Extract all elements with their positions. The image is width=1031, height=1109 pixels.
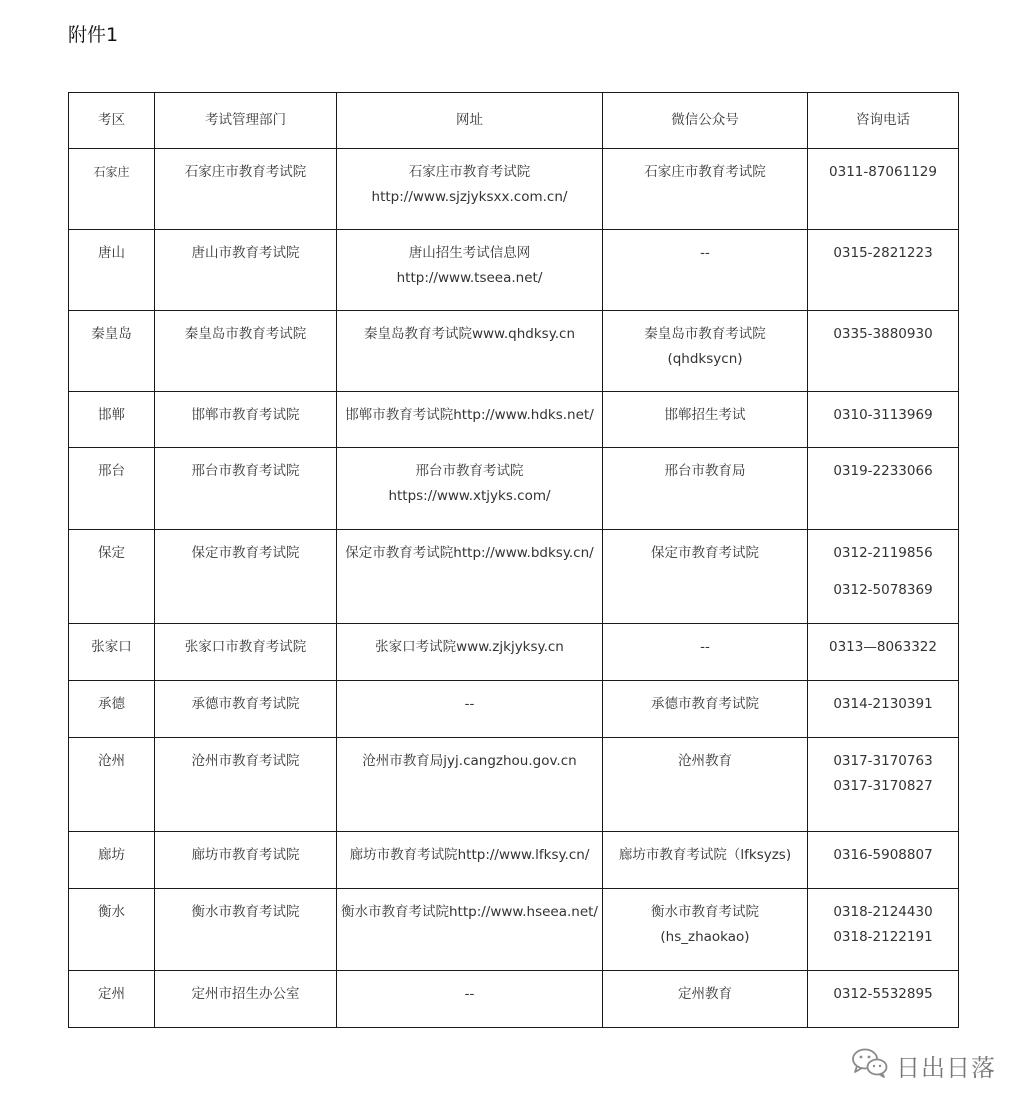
district-text: 邢台 [98, 463, 125, 479]
website-cell [337, 832, 603, 889]
header-phone: 咨询电话 [808, 93, 959, 149]
phone-line: 0312-5078369 [833, 582, 933, 598]
wechat-line: 定州教育 [678, 986, 732, 1002]
department-text: 邢台市教育考试院 [191, 463, 300, 479]
department-text: 衡水市教育考试院 [191, 904, 300, 920]
district-text: 保定 [98, 545, 125, 561]
department-text: 邯郸市教育考试院 [191, 407, 300, 423]
phone-line: 0310-3113969 [833, 407, 933, 423]
phone-line: 0313—8063322 [829, 639, 937, 655]
table-row [69, 889, 959, 971]
department-cell [155, 530, 337, 624]
district-cell [69, 832, 155, 889]
wechat-cell [603, 230, 808, 311]
phone-line: 0317-3170763 [833, 753, 933, 769]
table-row [69, 681, 959, 738]
phone-line: 0312-5532895 [833, 986, 933, 1002]
website-line: 保定市教育考试院http://www.bdksy.cn/ [345, 545, 594, 561]
department-text: 石家庄市教育考试院 [184, 164, 307, 180]
website-line: 秦皇岛教育考试院www.qhdksy.cn [363, 326, 576, 342]
table-row [69, 624, 959, 681]
website-cell [337, 230, 603, 311]
department-text: 唐山市教育考试院 [191, 245, 300, 261]
wechat-id: (qhdksycn) [667, 351, 743, 367]
wechat-cell [603, 448, 808, 530]
district-cell [69, 230, 155, 311]
district-cell [69, 530, 155, 624]
website-cell [337, 971, 603, 1028]
wechat-line: 邯郸招生考试 [664, 407, 746, 423]
wechat-line: 保定市教育考试院 [651, 545, 759, 561]
district-text: 沧州 [98, 753, 125, 769]
department-text: 承德市教育考试院 [191, 696, 300, 712]
wechat-line: 衡水市教育考试院 [651, 904, 759, 920]
wechat-icon [850, 1046, 890, 1084]
website-line: 邢台市教育考试院 [415, 463, 524, 479]
district-cell [69, 149, 155, 230]
wechat-line: -- [700, 245, 710, 261]
watermark [850, 1046, 996, 1084]
phone-line: 0319-2233066 [833, 463, 933, 479]
phone-cell [808, 230, 959, 311]
district-text: 石家庄 [93, 165, 130, 179]
department-cell [155, 392, 337, 448]
phone-line: 0318-2122191 [833, 929, 933, 945]
phone-cell [808, 889, 959, 971]
department-cell [155, 448, 337, 530]
website-line: 邯郸市教育考试院http://www.hdks.net/ [345, 407, 594, 423]
website-line: 石家庄市教育考试院 [408, 164, 531, 180]
district-cell [69, 889, 155, 971]
phone-line: 0318-2124430 [833, 904, 933, 920]
wechat-line: 邢台市教育局 [664, 463, 746, 479]
district-cell [69, 738, 155, 832]
website-line: 唐山招生考试信息网 [408, 245, 531, 261]
header-department: 考试管理部门 [155, 93, 337, 149]
wechat-line: 廊坊市教育考试院（lfksyzs) [618, 847, 792, 863]
website-cell [337, 530, 603, 624]
wechat-cell [603, 738, 808, 832]
phone-cell [808, 971, 959, 1028]
website-cell [337, 149, 603, 230]
table-row [69, 530, 959, 624]
department-cell [155, 681, 337, 738]
phone-line: 0317-3170827 [833, 778, 933, 794]
department-cell [155, 149, 337, 230]
attachment-heading: 附件1 [68, 24, 119, 46]
department-cell [155, 738, 337, 832]
website-url: http://www.tseea.net/ [396, 270, 543, 286]
wechat-cell [603, 392, 808, 448]
website-line: -- [464, 986, 475, 1002]
district-cell [69, 311, 155, 392]
district-cell [69, 681, 155, 738]
wechat-cell [603, 832, 808, 889]
department-text: 张家口市教育考试院 [184, 639, 307, 655]
district-text: 唐山 [98, 245, 125, 261]
phone-line: 0314-2130391 [833, 696, 933, 712]
department-text: 定州市招生办公室 [191, 986, 300, 1002]
wechat-id: (hs_zhaokao) [660, 929, 750, 945]
table-row [69, 230, 959, 311]
phone-cell [808, 149, 959, 230]
website-line: 沧州市教育局jyj.cangzhou.gov.cn [362, 753, 577, 769]
table-row [69, 149, 959, 230]
district-cell [69, 448, 155, 530]
header-wechat: 微信公众号 [603, 93, 808, 149]
wechat-cell [603, 971, 808, 1028]
website-cell [337, 311, 603, 392]
district-text: 张家口 [91, 639, 132, 655]
website-cell [337, 889, 603, 971]
department-cell [155, 230, 337, 311]
phone-line: 0315-2821223 [833, 245, 933, 261]
website-cell [337, 624, 603, 681]
district-text: 衡水 [98, 904, 125, 920]
wechat-line: 沧州教育 [678, 753, 732, 769]
district-text: 廊坊 [98, 847, 125, 863]
website-cell [337, 448, 603, 530]
wechat-cell [603, 149, 808, 230]
phone-cell [808, 392, 959, 448]
district-text: 定州 [98, 986, 125, 1002]
district-text: 承德 [98, 696, 125, 712]
table-row [69, 832, 959, 889]
wechat-line: 秦皇岛市教育考试院 [644, 326, 766, 342]
phone-line: 0316-5908807 [833, 847, 933, 863]
district-cell [69, 624, 155, 681]
department-cell [155, 971, 337, 1028]
wechat-cell [603, 311, 808, 392]
department-cell [155, 311, 337, 392]
website-cell [337, 392, 603, 448]
phone-cell [808, 624, 959, 681]
phone-cell [808, 681, 959, 738]
phone-cell [808, 311, 959, 392]
district-cell [69, 971, 155, 1028]
wechat-line: -- [700, 639, 710, 655]
watermark-text: 日出日落 [896, 1053, 996, 1082]
phone-line: 0312-2119856 [833, 545, 933, 561]
department-text: 廊坊市教育考试院 [191, 847, 300, 863]
website-line: 张家口考试院www.zjkjyksy.cn [375, 639, 564, 655]
district-text: 秦皇岛 [91, 326, 132, 342]
exam-office-table [68, 92, 959, 1028]
phone-cell [808, 738, 959, 832]
district-text: 邯郸 [98, 407, 125, 423]
phone-cell [808, 530, 959, 624]
table-row [69, 311, 959, 392]
wechat-cell [603, 681, 808, 738]
website-url: http://www.sjzjyksxx.com.cn/ [371, 189, 568, 205]
header-website: 网址 [337, 93, 603, 149]
wechat-cell [603, 889, 808, 971]
table-header-row [69, 93, 959, 149]
header-district: 考区 [69, 93, 155, 149]
wechat-cell [603, 530, 808, 624]
phone-line: 0335-3880930 [833, 326, 933, 342]
department-cell [155, 624, 337, 681]
website-cell [337, 738, 603, 832]
table-row [69, 738, 959, 832]
department-cell [155, 832, 337, 889]
department-text: 秦皇岛市教育考试院 [184, 326, 307, 342]
phone-line: 0311-87061129 [829, 164, 937, 180]
department-text: 沧州市教育考试院 [191, 753, 300, 769]
website-url: https://www.xtjyks.com/ [388, 488, 551, 504]
table-row [69, 392, 959, 448]
wechat-cell [603, 624, 808, 681]
district-cell [69, 392, 155, 448]
department-text: 保定市教育考试院 [191, 545, 300, 561]
table-row [69, 448, 959, 530]
website-line: 衡水市教育考试院http://www.hseea.net/ [340, 904, 598, 920]
table-row [69, 971, 959, 1028]
wechat-line: 石家庄市教育考试院 [644, 164, 766, 180]
department-cell [155, 889, 337, 971]
wechat-line: 承德市教育考试院 [651, 696, 759, 712]
phone-cell [808, 448, 959, 530]
phone-cell [808, 832, 959, 889]
website-cell [337, 681, 603, 738]
website-line: -- [464, 696, 475, 712]
website-line: 廊坊市教育考试院http://www.lfksy.cn/ [349, 847, 590, 863]
